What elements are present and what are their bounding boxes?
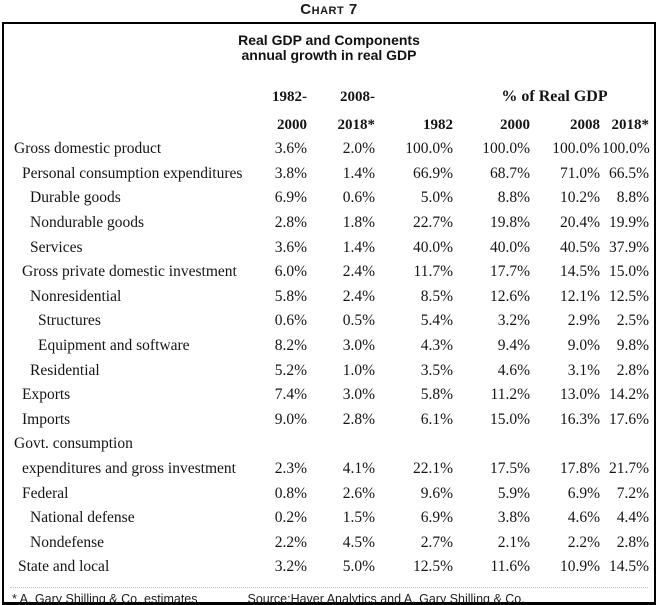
row-label: Personal consumption expenditures xyxy=(22,164,243,182)
row-value xyxy=(377,432,455,457)
row-value xyxy=(602,432,654,457)
col-header-2008-2018-bottom: 2018* xyxy=(337,117,375,133)
row-value: 68.7% xyxy=(489,164,530,182)
row-label: Services xyxy=(30,238,83,256)
row-value xyxy=(247,432,309,457)
header-row-bottom xyxy=(4,107,654,137)
row-value: 3.0% xyxy=(342,337,375,355)
row-label: Govt. consumption xyxy=(14,435,133,453)
row-label: expenditures and gross investment xyxy=(22,460,236,478)
row-label: Residential xyxy=(30,361,100,379)
row-value: 2.8% xyxy=(274,214,307,232)
col-group-header-pct-of-real-gdp: % of Real GDP xyxy=(501,88,608,105)
row-value: 100.0% xyxy=(405,140,453,158)
row-value: 100.0% xyxy=(602,140,650,158)
row-value: 37.9% xyxy=(608,238,650,256)
row-value: 2.8% xyxy=(616,533,650,551)
row-value: 2.2% xyxy=(274,533,307,551)
row-value: 7.2% xyxy=(616,484,650,502)
row-value: 3.1% xyxy=(567,361,600,379)
table-row xyxy=(4,481,654,506)
row-value: 4.6% xyxy=(497,361,530,379)
row-value: 5.9% xyxy=(497,484,530,502)
source-note: Source:Haver Analytics and A. Gary Shilling & Co. xyxy=(247,591,525,605)
row-value: 22.7% xyxy=(412,214,453,232)
col-header-2008-2018-top: 2008- xyxy=(340,89,375,105)
table-row xyxy=(4,408,654,433)
row-value: 10.9% xyxy=(559,558,600,576)
row-value: 3.6% xyxy=(274,140,307,158)
row-value: 2.5% xyxy=(616,312,650,330)
row-value: 22.1% xyxy=(412,460,453,478)
row-value: 8.8% xyxy=(497,189,530,207)
row-label: Gross domestic product xyxy=(14,140,162,158)
row-value: 6.9% xyxy=(567,484,600,502)
col-header-1982-2000-bottom: 2000 xyxy=(277,117,307,133)
row-value: 4.6% xyxy=(567,509,600,527)
row-value xyxy=(309,432,377,457)
row-value: 14.5% xyxy=(608,558,650,576)
row-value: 11.6% xyxy=(490,558,530,576)
col-header-2018: 2018* xyxy=(611,117,650,133)
row-label: Durable goods xyxy=(30,189,121,207)
table-row xyxy=(4,531,654,556)
row-value: 2.4% xyxy=(342,263,375,281)
row-value: 20.4% xyxy=(559,214,600,232)
row-value: 8.2% xyxy=(274,337,307,355)
row-value: 2.6% xyxy=(342,484,375,502)
row-label: Imports xyxy=(22,410,71,428)
row-label: Federal xyxy=(22,484,69,502)
chart-number-label: Chart 7 xyxy=(300,1,358,18)
gdp-table-box xyxy=(2,22,656,605)
row-label: Nonresidential xyxy=(30,287,122,305)
row-value: 71.0% xyxy=(559,164,600,182)
row-value: 12.1% xyxy=(559,287,600,305)
table-row xyxy=(4,162,654,187)
col-header-2000: 2000 xyxy=(500,117,530,133)
row-value: 7.4% xyxy=(274,386,307,404)
row-value: 100.0% xyxy=(552,140,600,158)
header-row-top xyxy=(4,63,654,107)
table-subtitle: annual growth in real GDP xyxy=(241,47,417,63)
table-title: Real GDP and Components xyxy=(238,32,420,48)
row-value: 6.0% xyxy=(274,263,307,281)
row-value: 12.5% xyxy=(608,287,650,305)
table-row xyxy=(4,260,654,285)
row-value: 4.3% xyxy=(420,337,453,355)
row-value: 0.6% xyxy=(274,312,307,330)
row-value: 6.9% xyxy=(274,189,307,207)
row-value: 5.2% xyxy=(274,361,307,379)
row-value: 9.0% xyxy=(274,410,307,428)
row-value: 17.7% xyxy=(489,263,530,281)
row-value: 0.5% xyxy=(342,312,375,330)
gdp-components-table xyxy=(4,63,654,580)
row-value: 2.4% xyxy=(342,287,375,305)
row-value: 21.7% xyxy=(608,460,650,478)
row-value: 9.8% xyxy=(616,337,650,355)
row-label: Nondefense xyxy=(30,533,105,551)
row-value: 8.8% xyxy=(616,189,650,207)
row-value: 2.9% xyxy=(567,312,600,330)
table-row xyxy=(4,235,654,260)
table-row xyxy=(4,555,654,580)
row-value: 0.8% xyxy=(274,484,307,502)
row-value: 4.1% xyxy=(342,460,375,478)
table-row xyxy=(4,432,654,457)
table-row xyxy=(4,186,654,211)
row-value: 1.8% xyxy=(342,214,375,232)
table-row xyxy=(4,334,654,359)
row-value: 12.5% xyxy=(412,558,453,576)
row-value: 8.5% xyxy=(420,287,453,305)
row-label: Gross private domestic investment xyxy=(22,263,237,281)
table-row xyxy=(4,457,654,482)
row-value: 1.4% xyxy=(342,238,375,256)
row-value: 5.8% xyxy=(274,287,307,305)
row-value: 0.2% xyxy=(274,509,307,527)
row-value: 17.5% xyxy=(489,460,530,478)
table-row xyxy=(4,309,654,334)
row-value: 13.0% xyxy=(559,386,600,404)
row-value: 1.5% xyxy=(342,509,375,527)
row-value: 5.8% xyxy=(420,386,453,404)
row-value: 3.2% xyxy=(274,558,307,576)
col-header-2008: 2008 xyxy=(570,117,600,133)
row-label: Exports xyxy=(22,386,71,404)
col-header-1982: 1982 xyxy=(423,117,453,133)
row-value: 66.9% xyxy=(412,164,453,182)
row-value: 15.0% xyxy=(608,263,650,281)
row-value: 5.4% xyxy=(420,312,453,330)
table-body xyxy=(4,137,654,580)
row-value: 11.2% xyxy=(490,386,530,404)
row-value: 1.0% xyxy=(342,361,375,379)
table-row xyxy=(4,137,654,162)
header-spacer xyxy=(4,63,247,107)
col-header-1982-2000-top: 1982- xyxy=(272,89,307,105)
header-spacer xyxy=(4,107,247,137)
row-value: 40.0% xyxy=(489,238,530,256)
row-value: 16.3% xyxy=(559,410,600,428)
row-value: 2.7% xyxy=(420,533,453,551)
row-value: 3.6% xyxy=(274,238,307,256)
row-value: 5.0% xyxy=(342,558,375,576)
row-value xyxy=(455,432,532,457)
row-value: 3.5% xyxy=(420,361,453,379)
row-value: 0.6% xyxy=(342,189,375,207)
row-value: 6.9% xyxy=(420,509,453,527)
row-value: 4.5% xyxy=(342,533,375,551)
row-value: 4.4% xyxy=(616,509,650,527)
title-block xyxy=(4,24,654,63)
row-label: State and local xyxy=(18,558,110,576)
row-value: 2.0% xyxy=(342,140,375,158)
row-label: Structures xyxy=(38,312,101,330)
row-value: 14.5% xyxy=(559,263,600,281)
row-label: Equipment and software xyxy=(38,337,190,355)
table-row xyxy=(4,211,654,236)
row-value: 3.2% xyxy=(497,312,530,330)
row-value: 11.7% xyxy=(413,263,453,281)
row-value: 40.0% xyxy=(412,238,453,256)
row-value: 17.8% xyxy=(559,460,600,478)
estimates-footnote: * A. Gary Shilling & Co. estimates xyxy=(12,591,198,605)
table-header xyxy=(4,63,654,137)
row-value xyxy=(532,432,602,457)
row-value: 12.6% xyxy=(489,287,530,305)
row-value: 9.6% xyxy=(420,484,453,502)
row-value: 2.1% xyxy=(497,533,530,551)
header-spacer xyxy=(377,63,455,107)
row-label: Nondurable goods xyxy=(30,214,145,232)
table-row xyxy=(4,383,654,408)
row-value: 15.0% xyxy=(489,410,530,428)
row-value: 3.0% xyxy=(342,386,375,404)
row-value: 9.0% xyxy=(567,337,600,355)
row-value: 66.5% xyxy=(608,164,650,182)
row-value: 2.8% xyxy=(342,410,375,428)
row-value: 2.8% xyxy=(616,361,650,379)
table-row xyxy=(4,358,654,383)
row-value: 3.8% xyxy=(497,509,530,527)
row-value: 19.9% xyxy=(608,214,650,232)
row-value: 2.3% xyxy=(274,460,307,478)
row-value: 40.5% xyxy=(559,238,600,256)
row-value: 100.0% xyxy=(482,140,530,158)
table-row xyxy=(4,285,654,310)
row-value: 6.1% xyxy=(420,410,453,428)
row-value: 1.4% xyxy=(342,164,375,182)
row-value: 5.0% xyxy=(420,189,453,207)
row-value: 14.2% xyxy=(608,386,650,404)
row-value: 19.8% xyxy=(489,214,530,232)
row-value: 10.2% xyxy=(559,189,600,207)
row-value: 3.8% xyxy=(274,164,307,182)
row-label: National defense xyxy=(30,509,135,527)
row-value: 17.6% xyxy=(608,410,650,428)
row-value: 9.4% xyxy=(497,337,530,355)
table-row xyxy=(4,506,654,531)
row-value: 2.2% xyxy=(567,533,600,551)
table-footer xyxy=(10,587,648,605)
